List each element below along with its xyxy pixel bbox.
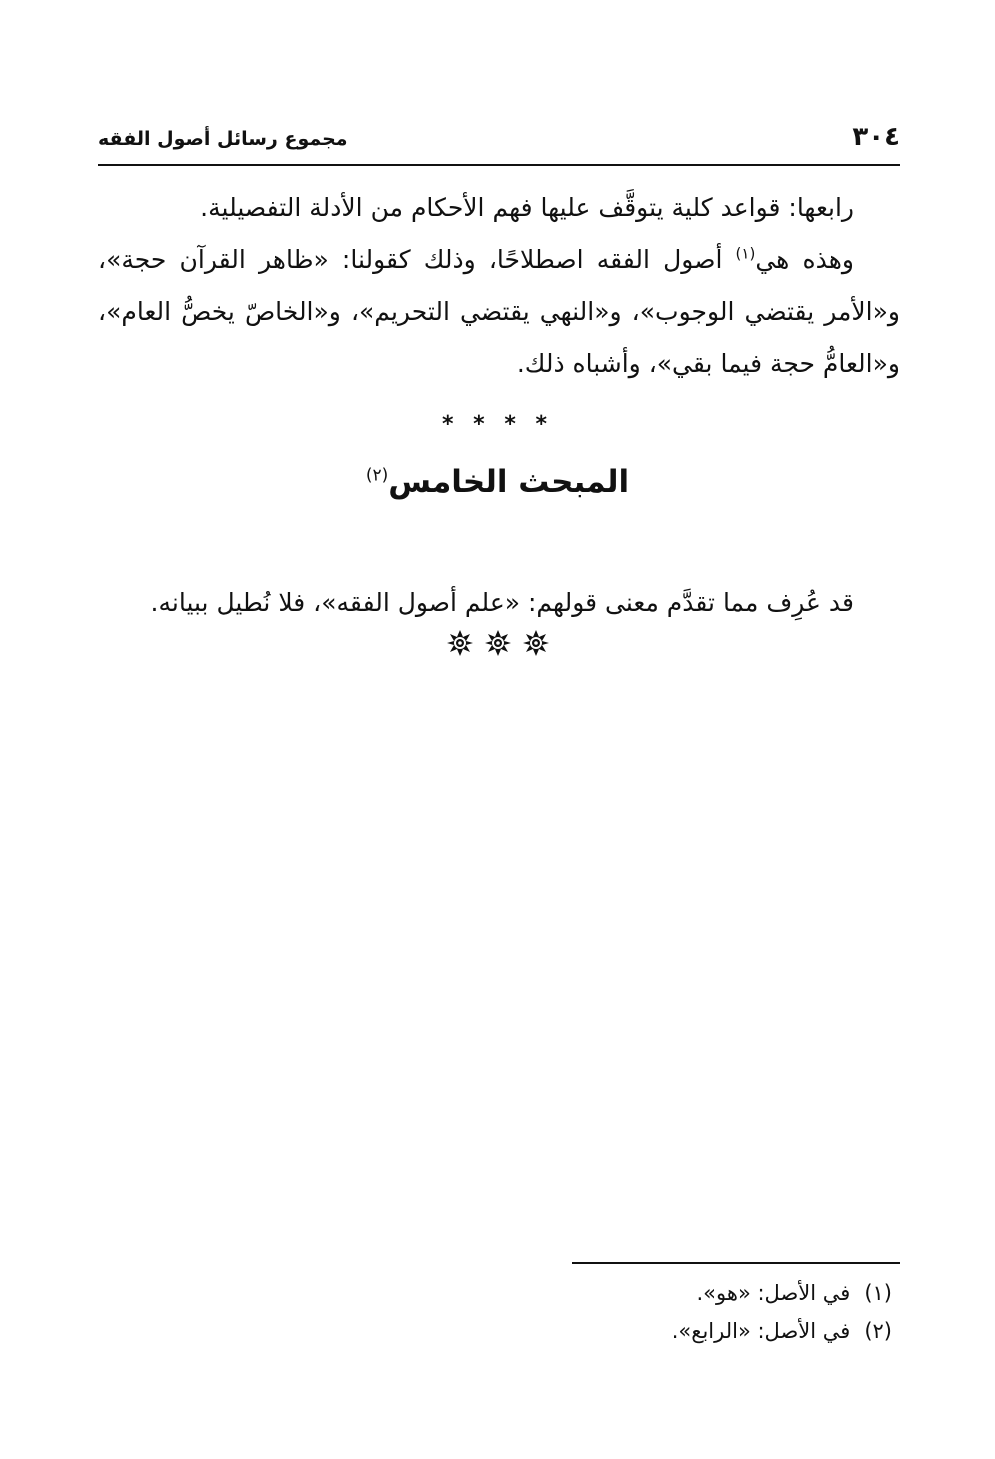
star-separator: * * * *	[442, 412, 553, 437]
footnote-number: (٢)	[864, 1319, 892, 1343]
running-title: مجموع رسائل أصول الفقه	[98, 128, 348, 150]
footnote-rule	[572, 1262, 900, 1264]
footnote-text: في الأصل: «هو».	[696, 1281, 851, 1305]
header-rule	[98, 164, 900, 166]
paragraph-2-lead: وهذه هي	[755, 245, 854, 274]
ornament-separator	[0, 630, 995, 656]
section-text: قد عُرِف مما تقدَّم معنى قولهم: «علم أصول الفقه»، فلا نُطيل ببيانه.	[150, 588, 854, 617]
flower-ornament-icon	[447, 630, 473, 656]
page-number: ٣٠٤	[852, 122, 900, 152]
flower-ornament-icon	[485, 630, 511, 656]
footnote-1	[98, 1274, 900, 1312]
page-header	[98, 122, 900, 162]
flower-ornament-icon	[523, 630, 549, 656]
footnote-ref-1: (١)	[735, 244, 756, 263]
paragraph-1: رابعها: قواعد كلية يتوقَّف عليها فهم الأحكام من الأدلة التفصيلية.	[200, 193, 854, 222]
paragraph-2	[98, 234, 900, 390]
section-heading-text: المبحث الخامس	[388, 464, 630, 500]
footnote-2	[98, 1312, 900, 1350]
footnote-text: في الأصل: «الرابع».	[671, 1319, 851, 1343]
paragraph-2-rest: أصول الفقه اصطلاحًا، وذلك كقولنا: «ظاهر القرآن حجة»، و«الأمر يقتضي الوجوب»، و«النهي يقتضي التحريم»، و«الخاصّ يخصُّ العام»، و«العامُّ حجة فيما بقي»، وأشباه ذلك.	[98, 245, 900, 378]
body-text	[98, 182, 900, 390]
section-heading	[0, 464, 995, 500]
footnotes	[98, 1274, 900, 1350]
footnote-ref-2: (٢)	[365, 465, 389, 486]
footnote-number: (١)	[864, 1281, 892, 1305]
